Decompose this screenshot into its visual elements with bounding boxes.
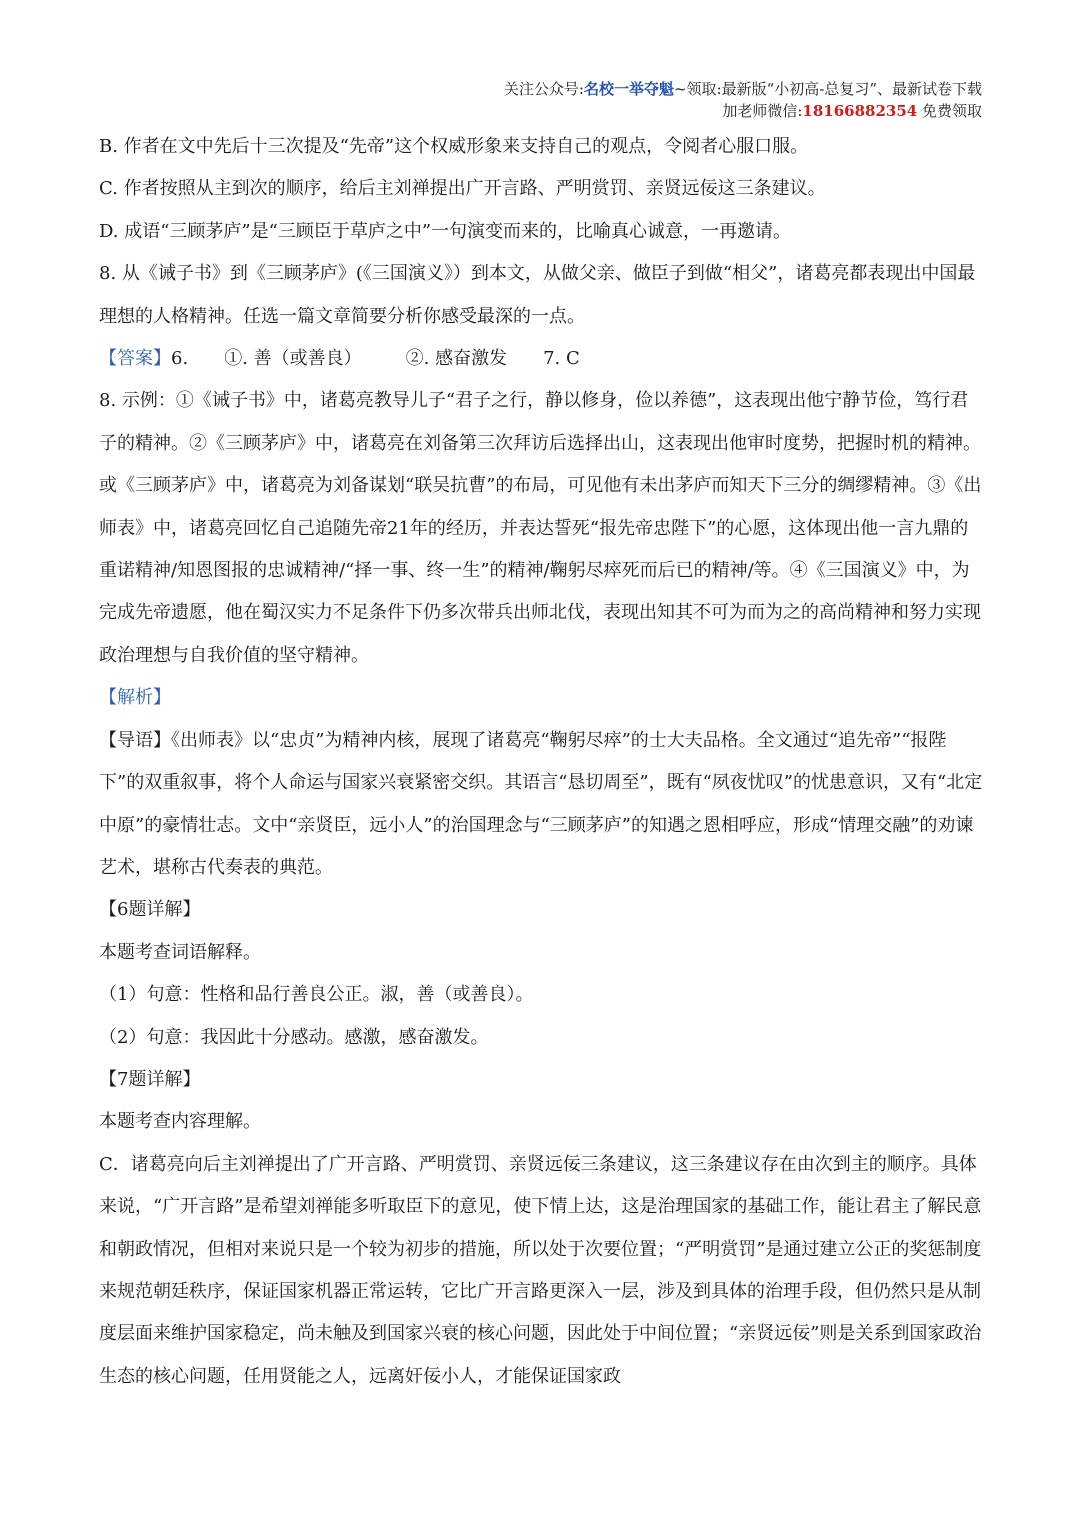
guide-paragraph: 【导语】《出师表》以“忠贞”为精神内核，展现了诸葛亮“鞠躬尽瘁”的士大夫品格。全文通过“追先帝”“报陛下”的双重叙事，将个人命运与国家兴衰紧密交织。其语言“恳切周至”，既有“夙夜忧叹”的忧患意识，又有“北定中原”的豪情壮志。文中“亲贤臣，远小人”的治国理念与“三顾茅庐”的知遇之恩相呼应，形成“情理交融”的劝谏艺术，堪称古代奏表的典范。 [99, 729, 983, 878]
page-header [504, 78, 982, 122]
option-b: B. 作者在文中先后十三次提及“先帝”这个权威形象来支持自己的观点，令阅者心服口服。 [99, 136, 809, 157]
q7-detail-heading: 【7题详解】 [99, 1068, 201, 1090]
answer-2: ②. 感奋激发 [405, 348, 508, 370]
header-text: ~领取:最新版“小初高-总复习”、最新试卷下载 [673, 80, 982, 98]
answer-label: 【答案】 [99, 348, 171, 370]
wechat-number: 18166882354 [802, 102, 918, 120]
document-body [99, 126, 983, 1398]
q6-detail-heading: 【6题详解】 [99, 899, 201, 921]
q7-intro: 本题考查内容理解。 [99, 1111, 261, 1133]
header-text: 加老师微信: [722, 102, 803, 120]
option-c: C. 作者按照从主到次的顺序，给后主刘禅提出广开言路、严明赏罚、亲贤远佞这三条建议。 [99, 178, 826, 200]
answer-line [99, 338, 983, 380]
question-8: 8. 从《诫子书》到《三顾茅庐》(《三国演义》）到本文，从做父亲、做臣子到做“相父”，诸葛亮都表现出中国最理想的人格精神。任选一篇文章简要分析你感受最深的一点。 [99, 263, 976, 327]
option-d: D. 成语“三顾茅庐”是“三顾臣于草庐之中”一句演变而来的，比喻真心诚意，一再邀请。 [99, 220, 792, 242]
answer-q7: 7. C [543, 348, 580, 370]
q6-intro: 本题考查词语解释。 [99, 941, 261, 963]
answer-8: 8. 示例：①《诫子书》中，诸葛亮教导儿子“君子之行，静以修身，俭以养德”，这表现出他宁静节俭，笃行君子的精神。②《三顾茅庐》中，诸葛亮在刘备第三次拜访后选择出山，这表现出他审时度势，把握时机的精神。或《三顾茅庐》中，诸葛亮为刘备谋划“联吴抗曹”的布局，可见他有未出茅庐而知天下三分的绸缪精神。③《出师表》中，诸葛亮回忆自己追随先帝21年的经历，并表达誓死“报先帝忠陛下”的心愿，这体现出他一言九鼎的重诺精神/知恩图报的忠诚精神/“择一事、终一生”的精神/鞠躬尽瘁死而后已的精神/等。④《三国演义》中，为完成先帝遗愿，他在蜀汉实力不足条件下仍多次带兵出师北伐，表现出知其不可为而为之的高尚精神和努力实现政治理想与自我价值的坚守精神。 [99, 390, 982, 666]
q7-explanation: C．诸葛亮向后主刘禅提出了广开言路、严明赏罚、亲贤远佞三条建议，这三条建议存在由次到主的顺序。具体来说，“广开言路”是希望刘禅能多听取臣下的意见，使下情上达，这是治理国家的基础工作，能让君主了解民意和朝政情况，但相对来说只是一个较为初步的措施，所以处于次要位置；“严明赏罚”是通过建立公正的奖惩制度来规范朝廷秩序，保证国家机器正常运转，它比广开言路更深入一层，涉及到具体的治理手段，但仍然只是从制度层面来维护国家稳定，尚未触及到国家兴衰的核心问题，因此处于中间位置；“亲贤远佞”则是关系到国家政治生态的核心问题，任用贤能之人，远离奸佞小人，才能保证国家政 [99, 1153, 982, 1387]
header-text: 免费领取 [917, 102, 982, 120]
header-line-2 [504, 100, 982, 122]
q6-item-2: （2）句意：我因此十分感动。感激，感奋激发。 [99, 1026, 489, 1048]
q6-item-1: （1）句意：性格和品行善良公正。淑，善（或善良）。 [99, 984, 534, 1006]
analysis-label: 【解析】 [99, 687, 171, 709]
answer-1: ①. 善（或善良） [224, 348, 362, 370]
answer-q6: 6. [171, 348, 189, 370]
account-name: 名校一举夺魁 [583, 80, 674, 98]
header-text: 关注公众号: [503, 80, 584, 98]
header-line-1 [504, 78, 982, 100]
